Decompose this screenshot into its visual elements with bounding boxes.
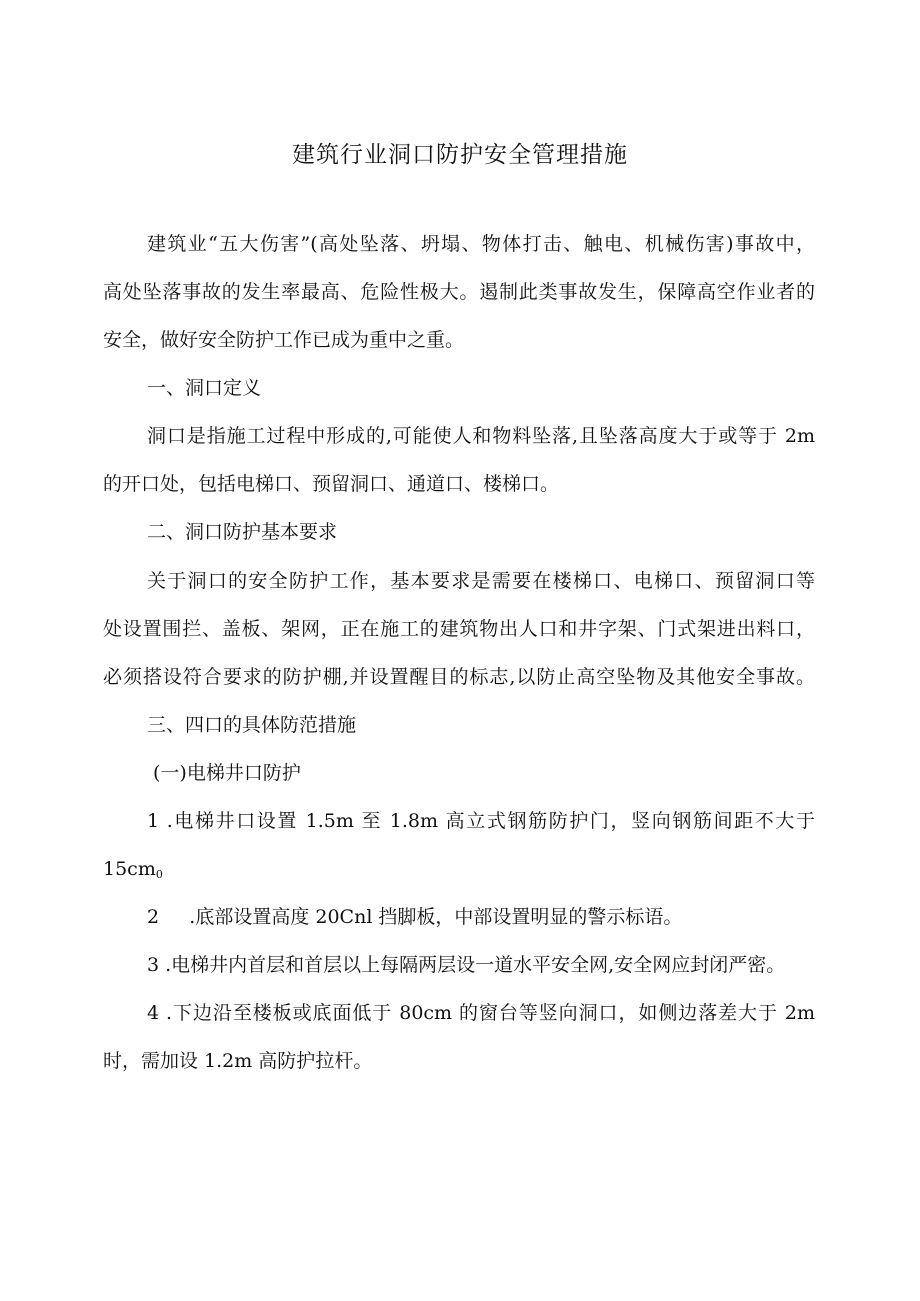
section2-line-1: 关于洞口的安全防护工作，基本要求是需要在楼梯口、电梯口、预留洞口等 xyxy=(147,570,815,592)
intro-line-2: 高处坠落事故的发生率最高、危险性极大。遏制此类事故发生，保障高空作业者的 xyxy=(103,281,815,303)
document-title: 建筑行业洞口防护安全管理措施 xyxy=(292,142,628,168)
item3: 3 .电梯井内首层和首层以上每隔两层设一道水平安全网,安全网应封闭严密。 xyxy=(147,954,786,976)
section3-heading: 三、四口的具体防范措施 xyxy=(147,714,357,736)
section1-heading: 一、洞口定义 xyxy=(147,377,262,399)
section1-line-2: 的开口处，包括电梯口、预留洞口、通道口、楼梯口。 xyxy=(103,473,560,495)
section2-line-3: 必须搭设符合要求的防护棚,并设置醒目的标志,以防止高空坠物及其他安全事故。 xyxy=(103,666,815,688)
intro-line-3: 安全，做好安全防护工作已成为重中之重。 xyxy=(103,329,465,351)
item1-line-1: 1 .电梯井口设置 1.5m 至 1.8m 高立式钢筋防护门，竖向钢筋间距不大于 xyxy=(147,810,815,832)
section2-heading: 二、洞口防护基本要求 xyxy=(147,521,338,543)
item2: 2 .底部设置高度 20Cnl 挡脚板，中部设置明显的警示标语。 xyxy=(147,906,683,928)
item1-line-2-text: 15cm xyxy=(103,858,156,880)
item1-line-2 xyxy=(103,857,163,887)
item4-line-1: 4 .下边沿至楼板或底面低于 80cm 的窗台等竖向洞口，如侧边落差大于 2m xyxy=(147,1002,815,1024)
item1-line-2-subscript: 0 xyxy=(155,868,163,881)
intro-line-1: 建筑业“五大伤害”(高处坠落、坍塌、物体打击、触电、机械伤害)事故中， xyxy=(147,233,815,255)
section2-line-2: 处设置围拦、盖板、架网，正在施工的建筑物出人口和井字架、门式架进出料口， xyxy=(103,618,815,640)
subsection1-heading: (一)电梯井口防护 xyxy=(153,762,301,784)
section1-line-1: 洞口是指施工过程中形成的,可能使人和物料坠落,且坠落高度大于或等于 2m xyxy=(147,425,815,447)
item4-line-2: 时，需加设 1.2m 高防护拉杆。 xyxy=(103,1050,373,1072)
